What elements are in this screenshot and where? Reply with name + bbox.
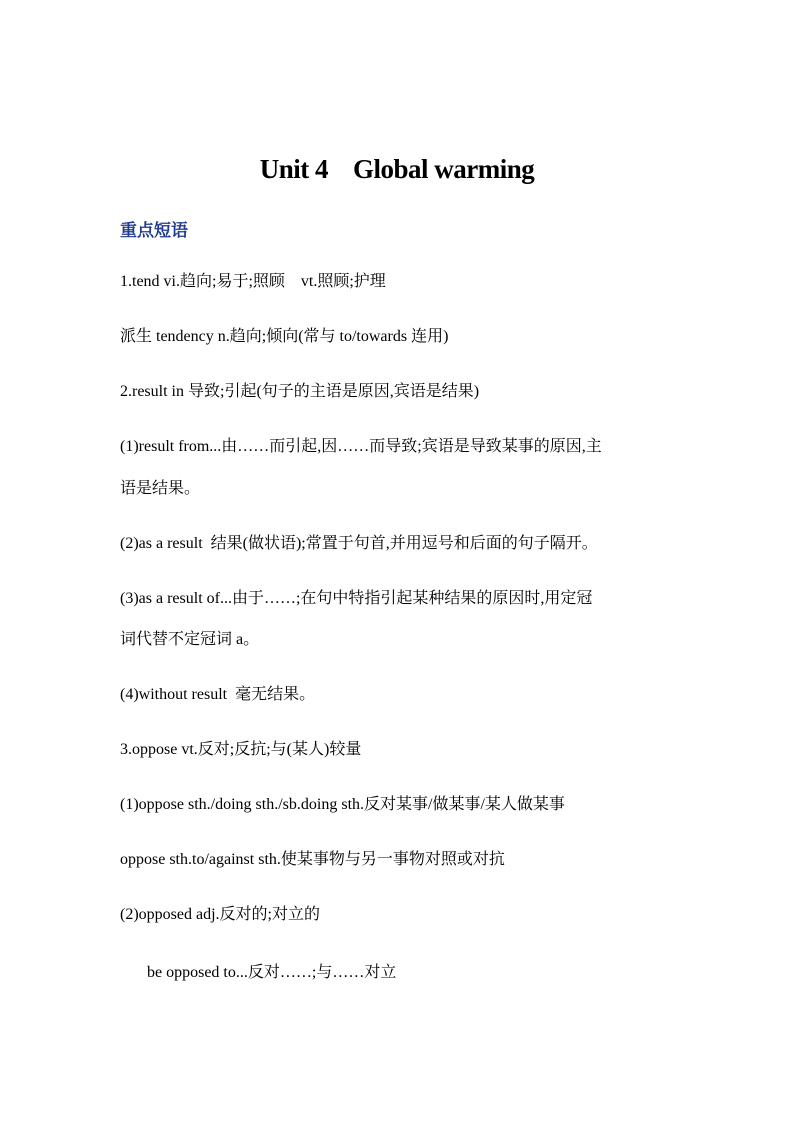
text-line-9: (4)without result 毫无结果。 bbox=[120, 686, 316, 703]
text-line-1: 1.tend vi.趋向;易于;照顾 vt.照顾;护理 bbox=[120, 273, 386, 290]
text-line-8: 词代替不定冠词 a。 bbox=[120, 631, 260, 648]
section-heading: 重点短语 bbox=[120, 221, 188, 241]
text-line-6: (2)as a result 结果(做状语);常置于句首,并用逗号和后面的句子隔开。 bbox=[120, 535, 598, 552]
text-line-4: (1)result from...由……而引起,因……而导致;宾语是导致某事的原因,主 bbox=[120, 438, 602, 455]
text-line-3: 2.result in 导致;引起(句子的主语是原因,宾语是结果) bbox=[120, 383, 480, 400]
text-line-5: 语是结果。 bbox=[120, 480, 201, 497]
page-title: Unit 4 Global warming bbox=[259, 154, 535, 184]
text-line-11: (1)oppose sth./doing sth./sb.doing sth.反对某事/做某事/某人做某事 bbox=[120, 796, 565, 813]
text-line-12: oppose sth.to/against sth.使某事物与另一事物对照或对抗 bbox=[120, 851, 505, 868]
text-line-7: (3)as a result of...由于……;在句中特指引起某种结果的原因时,用定冠 bbox=[120, 590, 593, 607]
text-line-10: 3.oppose vt.反对;反抗;与(某人)较量 bbox=[120, 741, 362, 758]
text-line-2: 派生 tendency n.趋向;倾向(常与 to/towards 连用) bbox=[120, 328, 449, 345]
text-line-14: be opposed to...反对……;与……对立 bbox=[147, 964, 397, 981]
text-line-13: (2)opposed adj.反对的;对立的 bbox=[120, 906, 320, 923]
